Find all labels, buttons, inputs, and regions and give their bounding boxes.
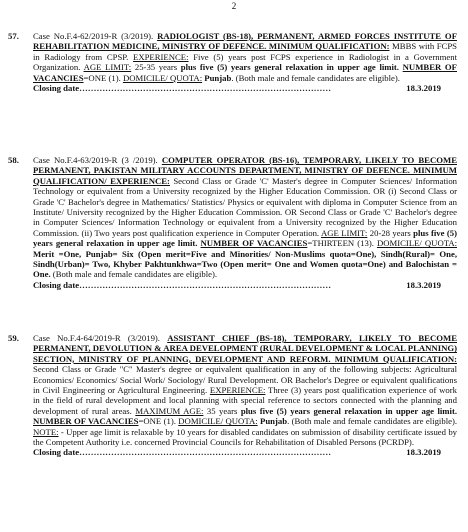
age-relaxation: plus five (5) years general relaxation in upper age limit. bbox=[33, 227, 457, 249]
domicile-note: . (Both male and female candidates are eligible). bbox=[231, 72, 400, 83]
closing-date-leader: …………………………………………………………………………… bbox=[79, 279, 332, 290]
age-limit-label: AGE LIMIT: bbox=[83, 62, 132, 73]
vacancies-value: =ONE (1). bbox=[83, 72, 121, 83]
age-limit-value: 25-35 years bbox=[134, 62, 178, 73]
domicile-value: Merit =One, Punjab= Six (Open merit=Five and Minorities/ Non-Muslims quota=One), Sindh(Rural)= One, Sindh(Urban)= Two, Khyber Pakhtunkhwa=Two (Open merit= One and Women quota=One) and Balochistan = One. bbox=[33, 248, 457, 280]
closing-date-label: Closing date bbox=[33, 279, 80, 290]
vacancies-value: =ONE (1). bbox=[138, 416, 176, 427]
qualification-text: Second Class or Grade 'C' Master's degree in Computer Sciences/ Information Technology or equivalent from a University recognized by the Higher Education Commission. OR (i) Second Class or Grade 'C' Bachelor's degree in Mathematics/ Statistics/ Physics or equivalent with diploma in Computer Science from an Institute/ University recognized by the Higher Education Commission. OR Second Class or Grade 'C' Bachelor's degree in Computer Sciences/ Information Technology or equivalent from a University recognized by the Higher Education Commission. (ii) Two years post qualification experience in Computer Operation. bbox=[33, 175, 458, 238]
age-limit-value: 20-28 years bbox=[369, 227, 411, 238]
entry-number: 59. bbox=[8, 333, 19, 343]
age-relaxation: plus five (5) years general relaxation in upper age limit. bbox=[180, 62, 399, 73]
post-title: ASSISTANT CHIEF (BS-18), TEMPORARY, LIKELY TO BECOME PERMANENT, DEVOLUTION & AREA DEVELOPMENT (RURAL DEVELOPMENT & LOCAL PLANNING) SECTION, MINISTRY OF PLANNING, DEVELOPMENT AND REFORM. MINIMUM QUALIFICATION: bbox=[33, 333, 457, 364]
post-title: COMPUTER OPERATOR (BS-16), TEMPORARY, LIKELY TO BECOME PERMANENT, PAKISTAN MILITARY ACCOUNTS DEPARTMENT, MINISTRY OF DEFENCE. MINIMUM QUALIFICATION/ EXPERIENCE: bbox=[33, 155, 457, 186]
experience-label: EXPERIENCE: bbox=[133, 51, 189, 62]
experience-text: Five (5) years post FCPS experience in Radiologist in a Government Organization. bbox=[33, 51, 458, 73]
domicile-label: DOMICILE/ QUOTA: bbox=[178, 416, 258, 427]
vacancies-label: NUMBER OF VACANCIES bbox=[33, 62, 457, 83]
domicile-note: . (Both male and female candidates are eligible). bbox=[287, 416, 458, 427]
closing-date-row bbox=[33, 447, 457, 457]
domicile-value: Punjab bbox=[260, 416, 288, 427]
age-limit-label: MAXIMUM AGE: bbox=[135, 405, 204, 416]
case-number: Case No.F.4-62/2019-R (3/2019). bbox=[33, 31, 154, 41]
experience-text: Three (3) years post qualification experience of work in the field of rural development and local planning with special reference to sectors connected with the planning and development of rural areas. bbox=[33, 385, 458, 416]
closing-date-value: 18.3.2019 bbox=[406, 447, 441, 458]
qualification-text: Second Class or Grade "C" Master's degree or equivalent qualification in any of the following subjects: Agricultural Economics/ Economics/ Social Work/ Sociology/ Rural Development. OR Bachelor's Degree or equivalent qualifications in Civil Engineering or Agricultural Engineering. bbox=[33, 364, 457, 396]
closing-date-label: Closing date bbox=[33, 447, 80, 458]
entry-body bbox=[33, 31, 457, 83]
age-limit-value: 35 years bbox=[206, 405, 238, 416]
domicile-note: (Both male and female candidates are eligible). bbox=[50, 269, 218, 280]
domicile-label: DOMICILE/ QUOTA: bbox=[376, 238, 458, 249]
entry-number: 57. bbox=[8, 31, 19, 41]
entry-number: 58. bbox=[8, 155, 19, 165]
post-title: RADIOLOGIST (BS-18), PERMANENT, ARMED FORCES INSTITUTE OF REHABILITATION MEDICINE, MINISTRY OF DEFENCE. MINIMUM QUALIFICATION: bbox=[33, 31, 457, 52]
age-limit-label: AGE LIMIT: bbox=[321, 227, 368, 238]
closing-date-label: Closing date bbox=[33, 83, 80, 94]
vacancy-entry-57 bbox=[8, 31, 458, 94]
page-number: 2 bbox=[231, 1, 237, 11]
case-number: Case No.F.4-64/2019-R (3/2019). bbox=[33, 333, 160, 343]
note-label: NOTE: bbox=[33, 426, 59, 437]
note-text: - Upper age limit is relaxable by 10 years for disabled candidates on submission of disability certificate issued by the Competent Authority i.e. concerned Provincial Councils for Rehabilitation of Disabled Persons (PCRDP). bbox=[33, 426, 458, 448]
vacancies-label: NUMBER OF VACANCIES bbox=[33, 416, 139, 427]
vacancy-entry-58 bbox=[8, 155, 458, 290]
case-number: Case No.F.4-63/2019-R (3 /2019). bbox=[33, 155, 158, 165]
vacancy-entry-59 bbox=[8, 333, 458, 458]
age-relaxation: plus five (5) years general relaxation in upper age limit. bbox=[240, 405, 458, 416]
closing-date-value: 18.3.2019 bbox=[406, 279, 441, 290]
closing-date-row bbox=[33, 83, 457, 93]
closing-date-value: 18.3.2019 bbox=[406, 83, 441, 94]
entry-body bbox=[33, 333, 457, 447]
closing-date-leader: …………………………………………………………………………… bbox=[79, 83, 332, 94]
vacancies-label: NUMBER OF VACANCIES bbox=[200, 238, 308, 249]
vacancies-value: =THIRTEEN (13). bbox=[307, 238, 374, 249]
closing-date-row bbox=[33, 280, 457, 290]
entry-body bbox=[33, 155, 457, 280]
experience-label: EXPERIENCE: bbox=[209, 385, 266, 396]
qualification-text: MBBS with FCPS in Radiology from CPSP. bbox=[33, 41, 458, 62]
domicile-label: DOMICILE/ QUOTA: bbox=[122, 72, 203, 83]
domicile-value: Punjab bbox=[204, 72, 232, 83]
closing-date-leader: …………………………………………………………………………… bbox=[79, 447, 332, 458]
